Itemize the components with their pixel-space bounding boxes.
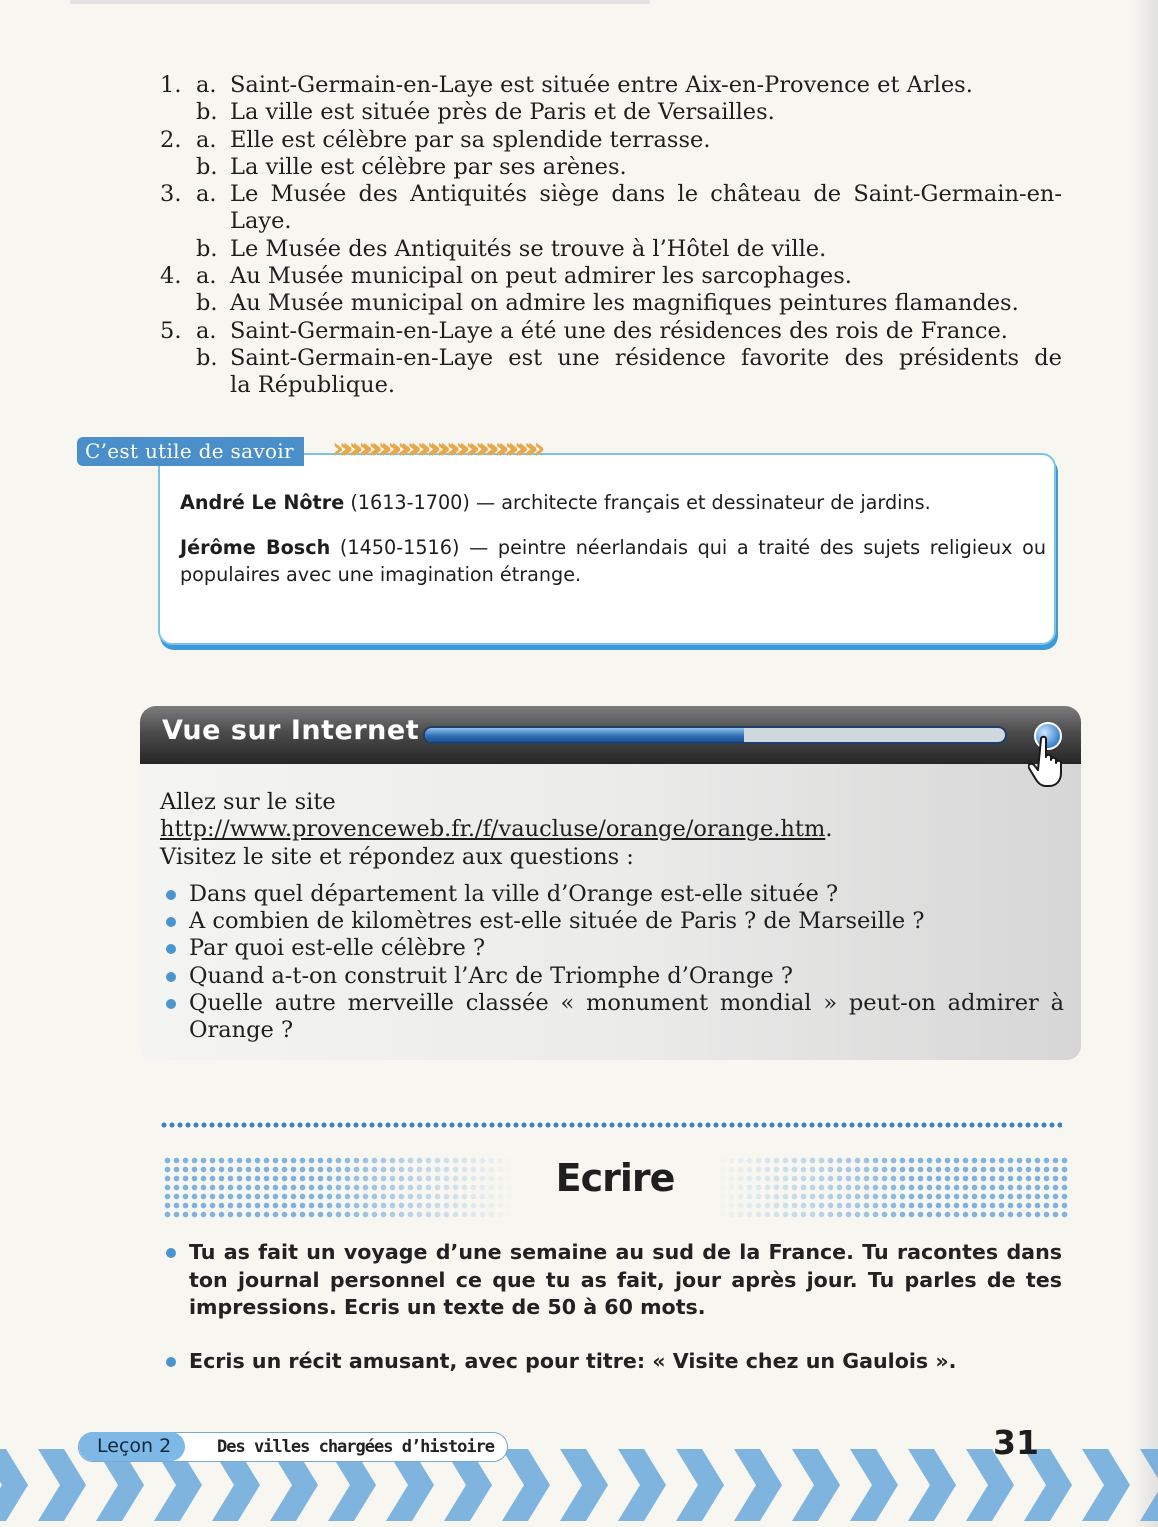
internet-progress-fill xyxy=(425,728,744,742)
question-item xyxy=(160,908,1064,935)
footer-chevron xyxy=(618,1449,666,1521)
question-item xyxy=(160,963,1064,990)
exercise-row xyxy=(160,318,1062,345)
exercise-text-continued: Laye. xyxy=(230,208,292,235)
info-entry-name: Jérôme Bosch xyxy=(180,536,331,559)
footer-chevron xyxy=(850,1449,898,1521)
halftone-left xyxy=(163,1156,513,1220)
question-text: Par quoi est-elle célèbre ? xyxy=(189,935,486,962)
footer-chevron xyxy=(1140,1449,1158,1521)
question-item xyxy=(160,881,1064,908)
exercise-letter: a. xyxy=(196,263,217,290)
exercise-number xyxy=(160,345,196,372)
bullet-icon xyxy=(166,1357,176,1367)
exercise-row xyxy=(160,127,1062,154)
exercise-letter: a. xyxy=(196,72,217,98)
exercise-text: Le Musée des Antiquités se trouve à l’Hôtel de ville. xyxy=(230,235,827,262)
exercise-letter: b. xyxy=(196,290,218,317)
internet-title: Vue sur Internet xyxy=(162,715,420,746)
halftone-right xyxy=(718,1156,1068,1220)
hand-pointer-icon xyxy=(1028,735,1068,787)
info-entry-text: (1450-1516) — peintre néerlandais qui a traité des sujets religieux ou populaires avec une imagination étrange. xyxy=(180,536,1047,586)
footer-chevron xyxy=(38,1449,86,1521)
bullet-icon xyxy=(166,999,176,1009)
info-entry xyxy=(180,489,1046,516)
footer-chevron xyxy=(560,1449,608,1521)
exercise-number: 4. xyxy=(160,263,182,290)
footer-chevron xyxy=(792,1449,840,1521)
question-item xyxy=(160,935,1064,962)
exercise-text: Au Musée municipal on admire les magnifiques peintures flamandes. xyxy=(230,290,1019,317)
exercise-row xyxy=(160,99,1062,126)
top-rule xyxy=(70,0,650,4)
internet-instruction: Visitez le site et répondez aux questions : xyxy=(160,843,634,870)
exercise-letter: a. xyxy=(196,126,217,153)
ecrire-tasks xyxy=(160,1239,1062,1375)
internet-intro: Allez sur le site xyxy=(160,789,336,815)
exercise-letter: b. xyxy=(196,99,218,126)
exercise-number xyxy=(160,99,196,126)
exercise-text: La ville est située près de Paris et de Versailles. xyxy=(230,99,775,126)
bullet-icon xyxy=(166,890,176,900)
exercise-row xyxy=(160,236,1062,263)
page-number: 31 xyxy=(993,1423,1039,1462)
exercise-number xyxy=(160,236,196,263)
bullet-icon xyxy=(166,917,176,927)
question-text: Quelle autre merveille classée « monument mondial » peut-on admirer à Orange ? xyxy=(189,990,1064,1044)
writing-task-text: Tu as fait un voyage d’une semaine au sud de la France. Tu racontes dans ton journal personnel ce que tu as fait, jour après jour. Tu parles de tes impressions. Ecris un texte de 50 à 60 mots. xyxy=(189,1240,1062,1319)
exercise-text: Elle est célèbre par sa splendide terrasse. xyxy=(230,126,711,153)
exercise-list xyxy=(160,72,1062,400)
exercise-row-continued xyxy=(160,208,1062,235)
exercise-text: Le Musée des Antiquités siège dans le château de Saint-Germain-en- xyxy=(230,181,1062,208)
exercise-number xyxy=(160,290,196,317)
info-entry xyxy=(180,534,1046,588)
exercise-letter: b. xyxy=(196,235,218,262)
bullet-icon xyxy=(166,972,176,982)
internet-progress-bar xyxy=(425,728,1005,742)
exercise-text: Saint-Germain-en-Laye est une résidence favorite des présidents de xyxy=(230,344,1062,371)
info-body xyxy=(180,489,1046,606)
lesson-title: Des villes chargées d’histoire xyxy=(217,1437,495,1457)
exercise-letter: b. xyxy=(196,344,218,371)
exercise-letter: b. xyxy=(196,153,218,180)
dotted-divider xyxy=(160,1121,1062,1129)
exercise-letter: a. xyxy=(196,317,217,344)
internet-link-suffix: . xyxy=(825,816,833,843)
exercise-text: La ville est célèbre par ses arènes. xyxy=(230,153,627,180)
info-entry-text: (1613-1700) — architecte français et dessinateur de jardins. xyxy=(344,491,931,514)
footer-chevron xyxy=(1082,1449,1130,1521)
lesson-pill xyxy=(78,1432,508,1462)
bullet-icon xyxy=(166,1248,176,1258)
question-text: A combien de kilomètres est-elle située de Paris ? de Marseille ? xyxy=(189,908,925,935)
footer-chevron xyxy=(676,1449,724,1521)
exercise-row xyxy=(160,263,1062,290)
internet-header xyxy=(140,706,1081,764)
info-tab-label: C’est utile de savoir xyxy=(77,437,304,466)
internet-body xyxy=(160,789,1064,1045)
question-item xyxy=(160,990,1064,1045)
question-text: Quand a-t-on construit l’Arc de Triomphe d’Orange ? xyxy=(189,962,793,989)
exercise-number xyxy=(160,154,196,181)
exercise-text: Saint-Germain-en-Laye est située entre Aix-en-Provence et Arles. xyxy=(230,72,973,98)
question-list xyxy=(160,881,1064,1045)
exercise-row xyxy=(160,72,1062,99)
writing-task xyxy=(160,1239,1062,1322)
exercise-row xyxy=(160,181,1062,208)
writing-task-text: Ecris un récit amusant, avec pour titre: « Visite chez un Gaulois ». xyxy=(189,1348,957,1373)
footer-chevron xyxy=(0,1449,28,1521)
footer-chevron xyxy=(502,1449,550,1521)
exercise-number: 2. xyxy=(160,126,182,153)
footer-chevron xyxy=(734,1449,782,1521)
exercise-row-continued xyxy=(160,372,1062,399)
exercise-number: 5. xyxy=(160,317,182,344)
exercise-letter: a. xyxy=(196,181,217,208)
internet-link-line xyxy=(160,816,1064,843)
exercise-number: 3. xyxy=(160,181,182,208)
bullet-icon xyxy=(166,944,176,954)
exercise-number: 1. xyxy=(160,72,182,98)
writing-task xyxy=(160,1348,1062,1376)
exercise-text: Saint-Germain-en-Laye a été une des résidences des rois de France. xyxy=(230,317,1008,344)
exercise-row xyxy=(160,290,1062,317)
page-edge-shadow xyxy=(1130,0,1158,1527)
exercise-text-continued: la République. xyxy=(230,372,396,399)
ecrire-title: Ecrire xyxy=(555,1156,675,1200)
question-text: Dans quel département la ville d’Orange est-elle située ? xyxy=(189,880,839,907)
exercise-text: Au Musée municipal on peut admirer les sarcophages. xyxy=(230,263,852,290)
exercise-row xyxy=(160,345,1062,372)
internet-link[interactable]: http://www.provenceweb.fr./f/vaucluse/orange/orange.htm xyxy=(160,816,826,843)
chevron-decoration: »»»»»»»»»»»»»»»»»»»»» xyxy=(332,431,537,465)
lesson-label: Leçon 2 xyxy=(79,1432,185,1461)
footer-chevron xyxy=(908,1449,956,1521)
info-entry-name: André Le Nôtre xyxy=(180,491,345,514)
info-box xyxy=(158,453,1056,645)
exercise-row xyxy=(160,154,1062,181)
